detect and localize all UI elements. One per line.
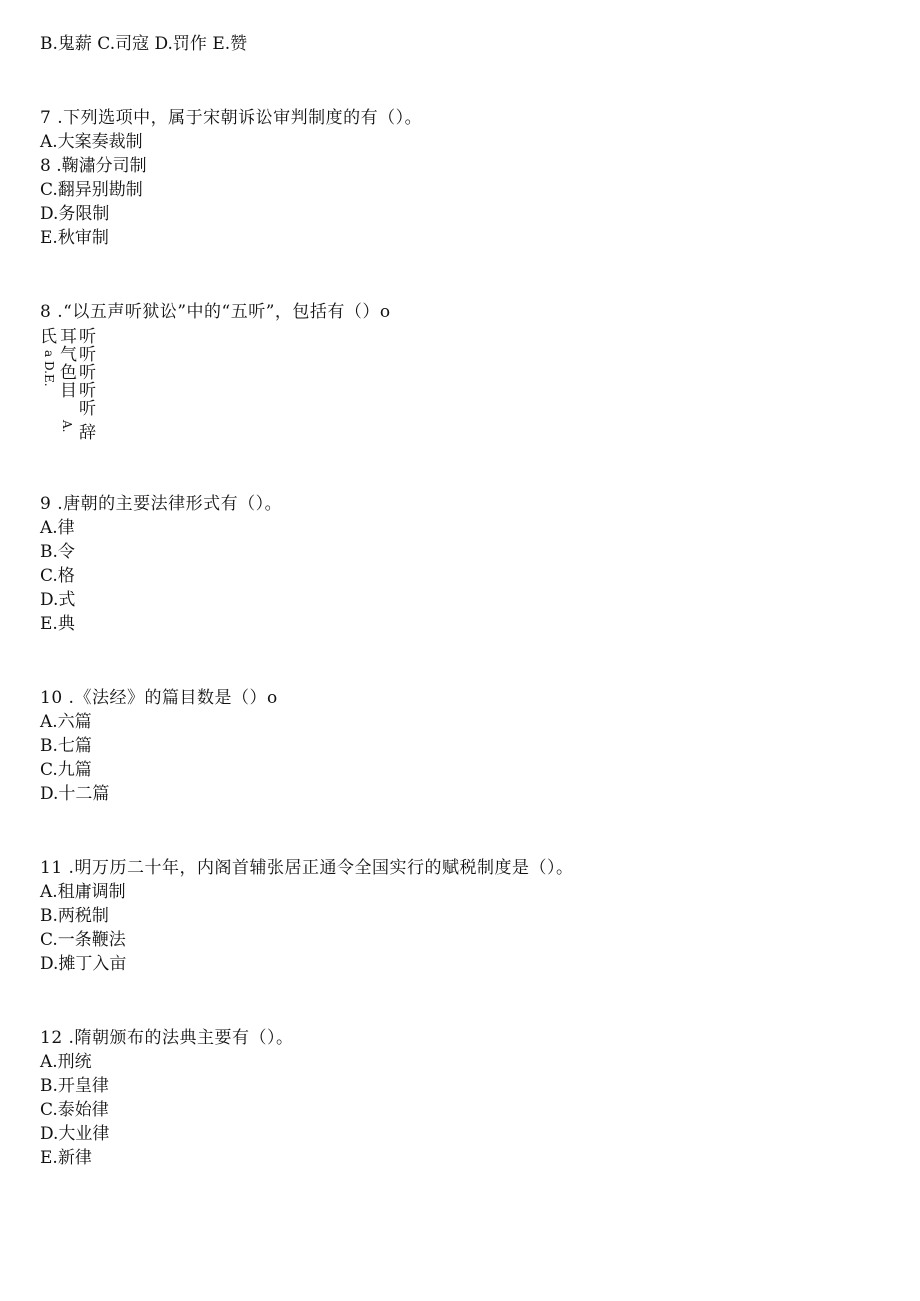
column-char: 气	[60, 345, 77, 365]
question-12-option: D.大业律	[40, 1124, 110, 1144]
question-7-option: A.大案奏裁制	[40, 132, 143, 152]
question-9-option: E.典	[40, 614, 75, 634]
column-char: 色	[60, 363, 77, 383]
question-9-option: C.格	[40, 566, 75, 586]
question-8-column-1	[40, 328, 57, 346]
question-12-option: C.泰始律	[40, 1100, 109, 1120]
question-9-option: B.令	[40, 542, 75, 562]
question-12-option: B.开皇律	[40, 1076, 109, 1096]
question-10-option: B.七篇	[40, 736, 92, 756]
column-char: 辞	[79, 423, 96, 443]
question-11-option: C.一条鞭法	[40, 930, 126, 950]
column-char: 听	[79, 363, 96, 383]
question-9-option: A.律	[40, 518, 75, 538]
column-char: 氏	[40, 327, 57, 347]
question-8-rotated-label: A.	[60, 420, 74, 433]
column-char: 听	[79, 381, 96, 401]
question-9-option: D.式	[40, 590, 76, 610]
question-8-column-2	[60, 328, 77, 400]
question-10-option: C.九篇	[40, 760, 92, 780]
question-7-option: C.翻异别勘制	[40, 180, 143, 200]
question-11-title: 11 .明万历二十年，内阁首辅张居正通令全国实行的赋税制度是（）。	[40, 858, 574, 878]
column-char: 听	[79, 345, 96, 365]
column-char: 目	[60, 381, 77, 401]
question-10-option: D.十二篇	[40, 784, 110, 804]
column-char: 听	[79, 399, 96, 419]
question-8-title: 8 .“以五声听狱讼”中的“五听”，包括有（）o	[40, 302, 391, 322]
question-10-title: 10 .《法经》的篇目数是（）o	[40, 688, 278, 708]
question-10-option: A.六篇	[40, 712, 92, 732]
column-char: 听	[79, 327, 96, 347]
question-11-option: D.摊丁入亩	[40, 954, 127, 974]
question-11-option: B.两税制	[40, 906, 109, 926]
question-9-title: 9 .唐朝的主要法律形式有（）。	[40, 494, 283, 514]
question-12-option: E.新律	[40, 1148, 92, 1168]
question-8-rotated-labels: a D.E.	[42, 350, 56, 387]
question-12-option: A.刑统	[40, 1052, 92, 1072]
question-7-option: E.秋审制	[40, 228, 109, 248]
question-12-title: 12 .隋朝颁布的法典主要有（）。	[40, 1028, 294, 1048]
question-7-option: 8 .鞠潚分司制	[40, 156, 147, 176]
question-8-column-3	[79, 328, 96, 442]
question-7-option: D.务限制	[40, 204, 110, 224]
question-11-option: A.租庸调制	[40, 882, 126, 902]
question-7-title: 7 .下列选项中，属于宋朝诉讼审判制度的有（）。	[40, 108, 423, 128]
column-char: 耳	[60, 327, 77, 347]
options-line: B.鬼薪 C.司寇 D.罚作 E.赞	[40, 34, 248, 54]
